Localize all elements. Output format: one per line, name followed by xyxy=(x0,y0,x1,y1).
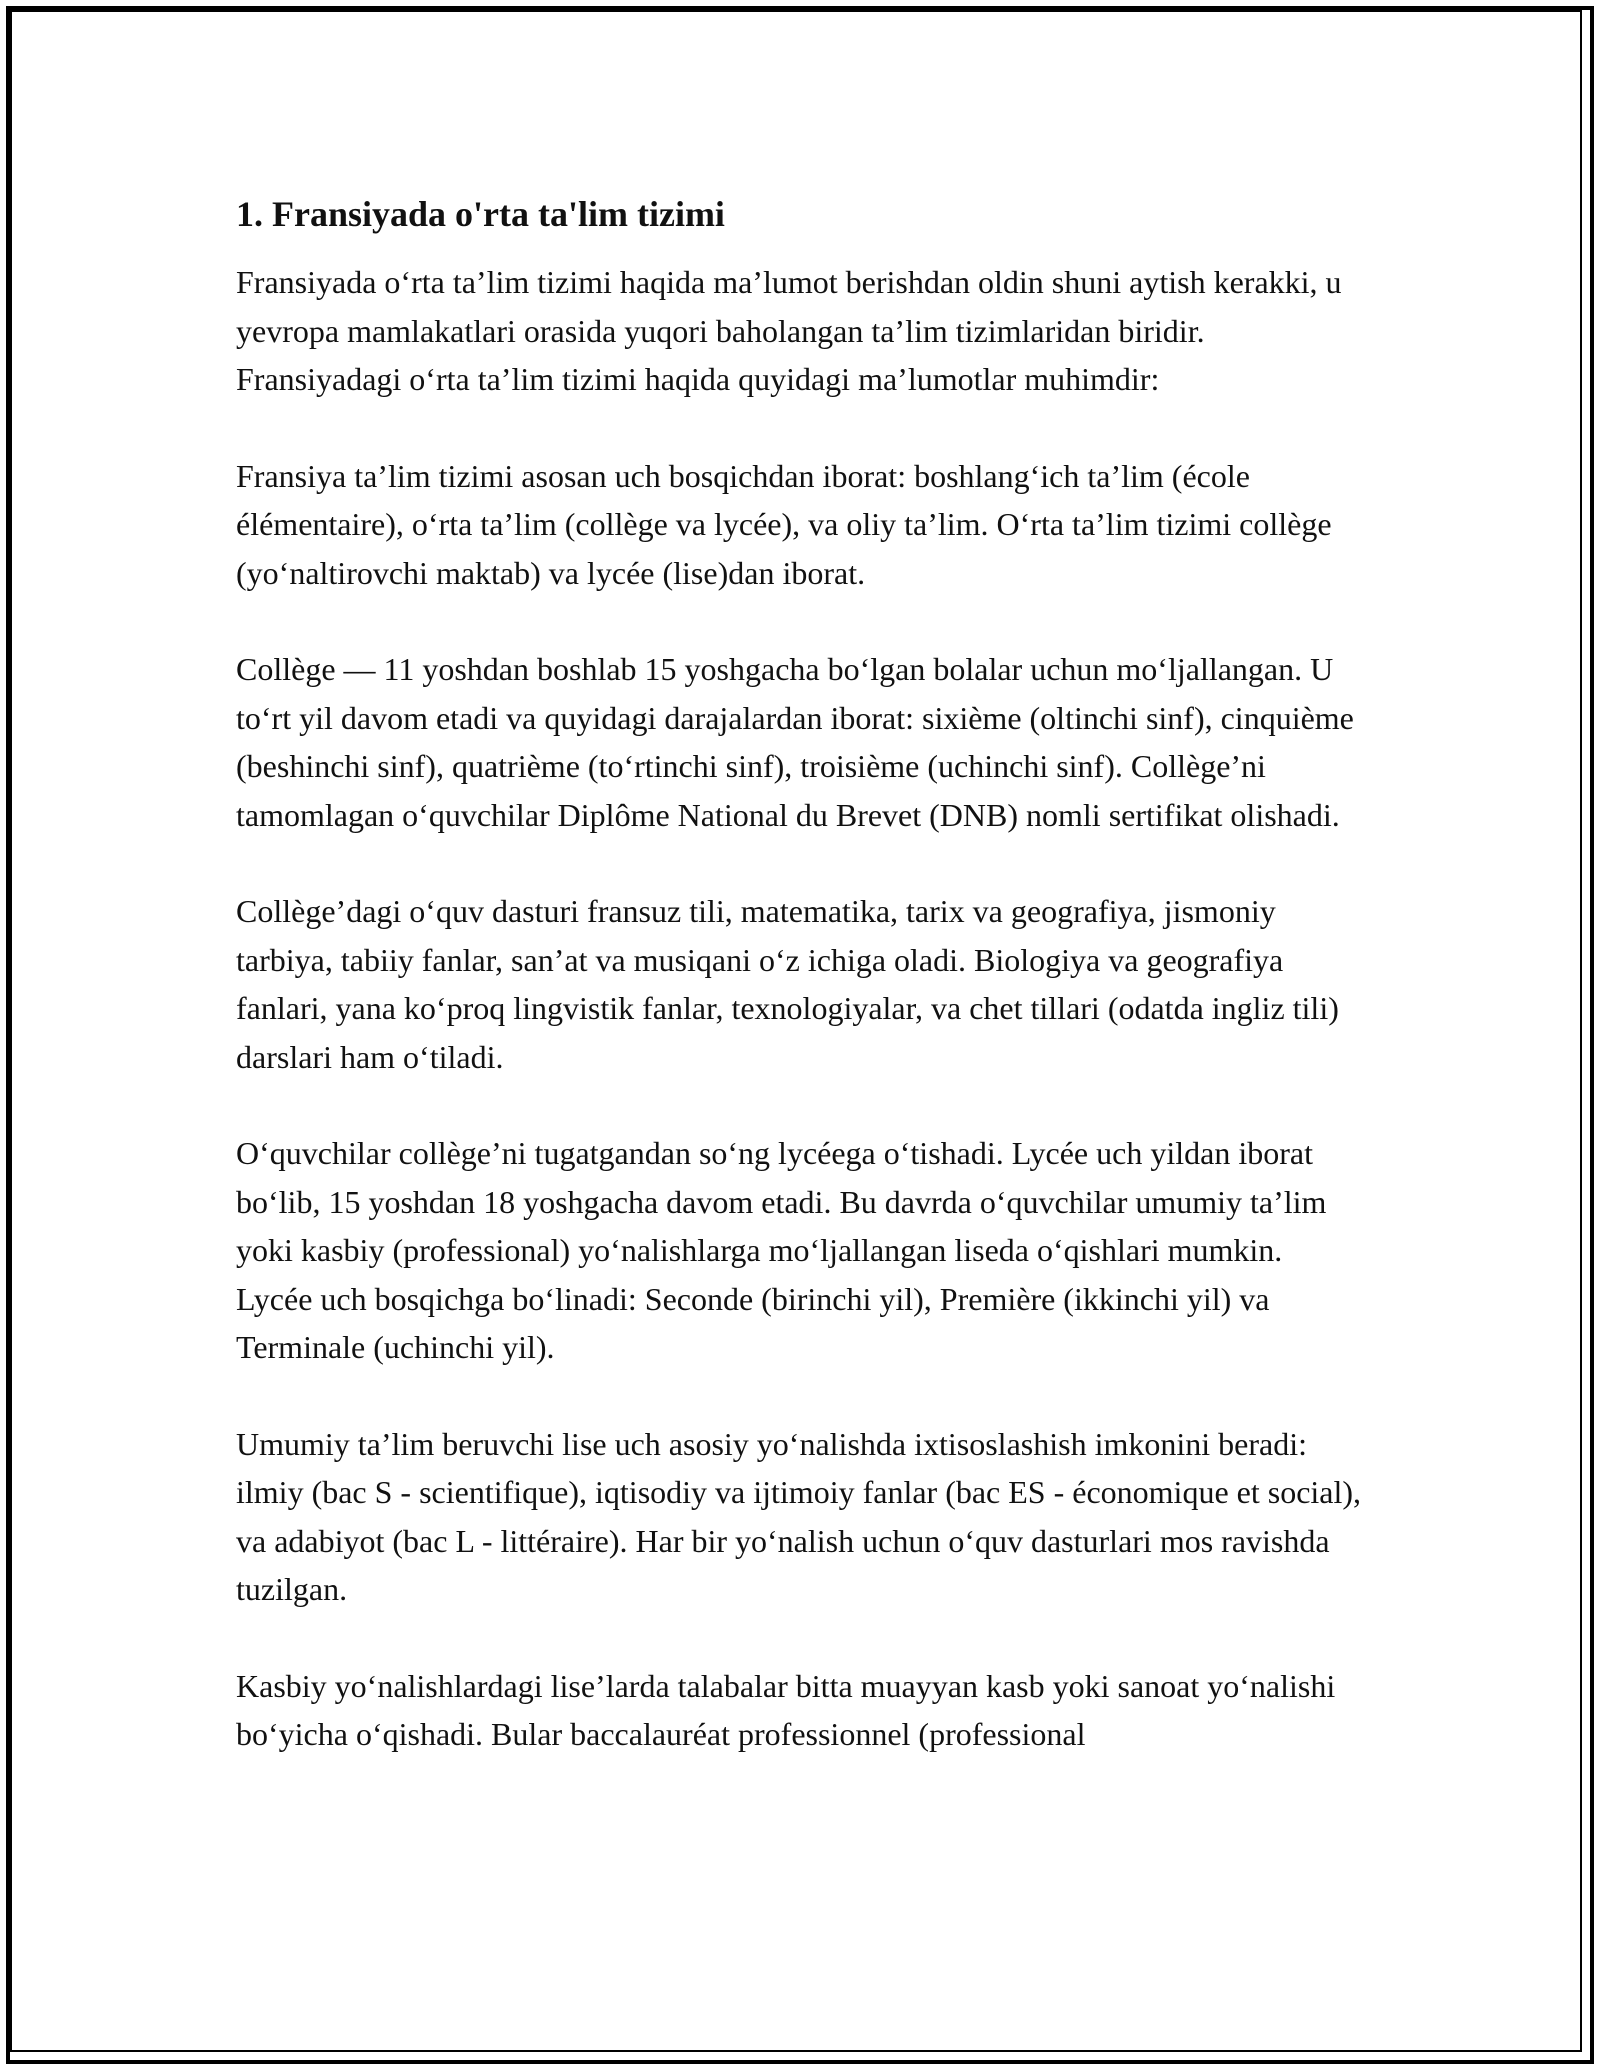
section-heading: 1. Fransiyada o'rta ta'lim tizimi xyxy=(236,194,725,234)
paragraph-college: Collège — 11 yoshdan boshlab 15 yoshgacha boʻlgan bolalar uchun moʻljallangan. U toʻrt yil davom etadi va quyidagi darajalardan iborat: sixième (oltinchi sinf), cinquième (beshinchi sinf), quatrième (toʻrtinchi sinf), troisième (uchinchi sinf). Collège’ni tamomlagan oʻquvchilar Diplôme National du Brevet (DNB) nomli sertifikat olishadi. xyxy=(236,651,1354,833)
paragraph-college-curriculum: Collège’dagi oʻquv dasturi fransuz tili, matematika, tarix va geografiya, jismoniy tarbiya, tabiiy fanlar, sanʼat va musiqani oʻz ichiga oladi. Biologiya va geografiya fanlari, yana koʻproq lingvistik fanlar, texnologiyalar, va chet tillari (odatda ingliz tili) darslari ham oʻtiladi. xyxy=(236,893,1339,1075)
paragraph-lycee: Oʻquvchilar collège’ni tugatgandan soʻng lycéega oʻtishadi. Lycée uch yildan iborat boʻlib, 15 yoshdan 18 yoshgacha davom etadi. Bu davrda oʻquvchilar umumiy taʼlim yoki kasbiy (professional) yoʻnalishlarga moʻljallangan liseda oʻqishlari mumkin. Lycée uch bosqichga boʻlinadi: Seconde (birinchi yil), Première (ikkinchi yil) va Terminale (uchinchi yil). xyxy=(236,1135,1327,1365)
document-body xyxy=(236,188,1366,1759)
paragraph-general-lycee: Umumiy taʼlim beruvchi lise uch asosiy yoʻnalishda ixtisoslashish imkonini beradi: ilmiy (bac S - scientifique), iqtisodiy va ijtimoiy fanlar (bac ES - économique et social), va adabiyot (bac L - littéraire). Har bir yoʻnalish uchun oʻquv dasturlari mos ravishda tuzilgan. xyxy=(236,1425,1362,1607)
paragraph-education-stages: Fransiya taʼlim tizimi asosan uch bosqichdan iborat: boshlangʻich taʼlim (école élémentaire), oʻrta taʼlim (collège va lycée), va oliy taʼlim. Oʻrta taʼlim tizimi collège (yoʻnaltirovchi maktab) va lycée (lise)dan iborat. xyxy=(236,457,1332,591)
paragraph-vocational-lycee: Kasbiy yoʻnalishlardagi lise’larda talabalar bitta muayyan kasb yoki sanoat yoʻnalishi boʻyicha oʻqishadi. Bular baccalauréat professionnel (professional xyxy=(236,1667,1336,1752)
paragraph-intro: Fransiyada oʻrta taʼlim tizimi haqida maʼlumot berishdan oldin shuni aytish kerakki, u yevropa mamlakatlari orasida yuqori baholangan taʼlim tizimlaridan biridir. Fransiyadagi oʻrta taʼlim tizimi haqida quyidagi maʼlumotlar muhimdir: xyxy=(236,264,1342,397)
